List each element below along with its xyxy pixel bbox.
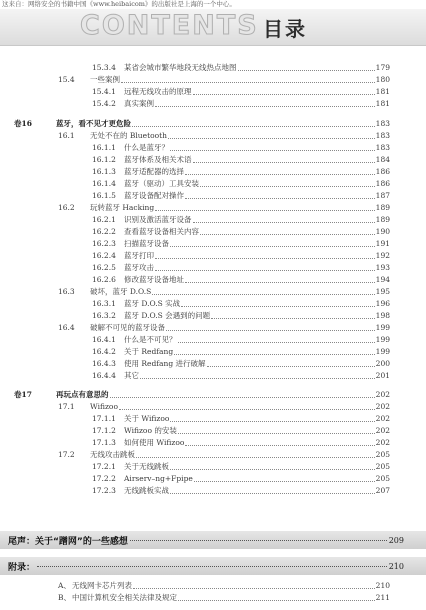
- entry-number: 17.1.2: [92, 426, 116, 435]
- entry-title: 识别及激活蓝牙设备: [124, 215, 192, 224]
- dot-leader: [140, 372, 375, 379]
- toc-entry[interactable]: [92, 274, 390, 285]
- entry-page-number: 186: [375, 179, 390, 188]
- dot-leader: [200, 228, 375, 235]
- entry-title: 查看蓝牙设备相关内容: [124, 227, 199, 236]
- dot-leader: [136, 451, 375, 458]
- toc-entry[interactable]: [92, 425, 390, 436]
- entry-number: 16.1.5: [92, 191, 116, 200]
- entry-page-number: 205: [375, 474, 390, 483]
- entry-page-number: 198: [375, 311, 390, 320]
- entry-number: 16.4.2: [92, 347, 116, 356]
- entry-title: 蓝牙设备配对操作: [124, 191, 184, 200]
- entry-number: 16.1.1: [92, 143, 116, 152]
- entry-page-number: 210: [375, 581, 390, 590]
- entry-page-number: 180: [375, 75, 390, 84]
- entry-page-number: 211: [375, 593, 390, 602]
- entry-page-number: 207: [375, 486, 390, 495]
- entry-title: 破坏，蓝牙 D.O.S: [90, 287, 152, 296]
- toc-entry[interactable]: [92, 346, 390, 357]
- entry-number: 16.4.1: [92, 335, 116, 344]
- dot-leader: [37, 565, 387, 567]
- entry-title: 蓝牙 D.O.S 实战: [124, 299, 181, 308]
- dot-leader: [181, 300, 375, 307]
- entry-page-number: 199: [375, 347, 390, 356]
- dot-leader: [170, 463, 375, 470]
- toc-entry[interactable]: [58, 580, 390, 591]
- dot-leader: [121, 76, 375, 83]
- entry-title: Wifizoo: [90, 402, 118, 411]
- toc-entry[interactable]: [92, 334, 390, 345]
- entry-number: 16.2.3: [92, 239, 116, 248]
- entry-title: 蓝牙，看不见才更危险: [56, 119, 131, 128]
- dot-leader: [155, 100, 375, 107]
- entry-page-number: 186: [375, 167, 390, 176]
- entry-number: 17.2.3: [92, 486, 116, 495]
- entry-title: 使用 Redfang 进行破解: [124, 359, 206, 368]
- entry-page-number: 183: [375, 143, 390, 152]
- mulu-heading: 目录: [263, 17, 307, 41]
- entry-title: 蓝牙（驱动）工具安装: [124, 179, 199, 188]
- dot-leader: [193, 88, 375, 95]
- entry-page-number: 199: [375, 323, 390, 332]
- entry-number: 16.1.3: [92, 167, 116, 176]
- entry-title: 无线网卡芯片列表: [72, 581, 132, 590]
- toc-entry[interactable]: [92, 250, 390, 261]
- entry-page-number: 202: [375, 402, 390, 411]
- entry-page-number: 205: [375, 462, 390, 471]
- entry-page-number: 183: [375, 119, 390, 128]
- entry-number: B、: [58, 593, 72, 602]
- dot-leader: [178, 336, 375, 343]
- entry-number: 16.1.4: [92, 179, 116, 188]
- entry-page-number: 201: [375, 371, 390, 380]
- dot-leader: [170, 144, 375, 151]
- toc-entry[interactable]: [58, 449, 390, 460]
- entry-page-number: 196: [375, 299, 390, 308]
- entry-title: 关于 Redfang: [124, 347, 174, 356]
- entry-title: 无处不在的 Bluetooth: [90, 131, 167, 140]
- entry-title: Wifizoo 的安装: [124, 426, 177, 435]
- dot-leader: [130, 539, 387, 541]
- toc-entry[interactable]: [92, 142, 390, 153]
- toc-entry[interactable]: [92, 437, 390, 448]
- entry-page-number: 202: [375, 426, 390, 435]
- entry-page-number: 195: [375, 287, 390, 296]
- entry-number: 16.3.2: [92, 311, 116, 320]
- dot-leader: [170, 240, 375, 247]
- entry-number: 16.4.4: [92, 371, 116, 380]
- entry-page-number: 202: [375, 438, 390, 447]
- entry-page-number: 193: [375, 263, 390, 272]
- entry-number: 16.1.2: [92, 155, 116, 164]
- dot-leader: [166, 324, 375, 331]
- entry-page-number: 187: [375, 191, 390, 200]
- band-title: 尾声：关于“蹭网”的一些感想: [8, 536, 128, 547]
- toc-entry[interactable]: [58, 74, 390, 85]
- entry-title: Airserv–ng+Fpipe: [124, 474, 193, 483]
- entry-page-number: 184: [375, 155, 390, 164]
- dot-leader: [193, 156, 375, 163]
- entry-number: 17.1.3: [92, 438, 116, 447]
- dot-leader: [185, 168, 375, 175]
- toc-entry[interactable]: [92, 370, 390, 381]
- toc-entry[interactable]: [14, 118, 390, 129]
- toc-entry[interactable]: [92, 86, 390, 97]
- entry-number: 16.4.3: [92, 359, 116, 368]
- contents-heading: CONTENTS: [80, 10, 259, 41]
- entry-number: A、: [58, 581, 71, 590]
- band-page-number: 210: [388, 561, 404, 571]
- entry-page-number: 192: [375, 251, 390, 260]
- toc-entry[interactable]: [58, 592, 390, 603]
- dot-leader: [207, 360, 375, 367]
- entry-title: 无线攻击跳板: [90, 450, 135, 459]
- entry-number: 16.2: [58, 203, 75, 212]
- entry-title: 玩转蓝牙 Hacking: [90, 203, 155, 212]
- entry-page-number: 200: [375, 359, 390, 368]
- toc-entry[interactable]: [58, 401, 390, 412]
- toc-entry[interactable]: [92, 485, 390, 496]
- toc-entry[interactable]: [92, 310, 390, 321]
- dot-leader: [238, 64, 375, 71]
- entry-title: 如何使用 Wifizoo: [124, 438, 185, 447]
- entry-number: 17.2.1: [92, 462, 116, 471]
- toc-entry[interactable]: [92, 166, 390, 177]
- toc-entry[interactable]: [92, 413, 390, 424]
- entry-number: 16.2.6: [92, 275, 116, 284]
- entry-title: 真实案例: [124, 99, 154, 108]
- entry-number: 卷17: [14, 390, 32, 399]
- toc-entry[interactable]: [92, 238, 390, 249]
- entry-number: 15.4.1: [92, 87, 116, 96]
- dot-leader: [155, 264, 375, 271]
- entry-title: 再玩点有意思的: [56, 390, 109, 399]
- toc-entry[interactable]: [92, 473, 390, 484]
- entry-title: 蓝牙适配器的选择: [124, 167, 184, 176]
- entry-number: 16.2.5: [92, 263, 116, 272]
- entry-title: 无线跳板实战: [124, 486, 169, 495]
- entry-page-number: 189: [375, 203, 390, 212]
- dot-leader: [170, 415, 374, 422]
- entry-title: 什么是蓝牙？: [124, 143, 169, 152]
- band-title: 附录：: [8, 562, 36, 573]
- entry-title: 其它: [124, 371, 139, 380]
- dot-leader: [168, 132, 375, 139]
- dot-leader: [178, 594, 375, 601]
- entry-number: 17.1.1: [92, 414, 116, 423]
- entry-number: 17.2: [58, 450, 75, 459]
- dot-leader: [211, 312, 375, 319]
- entry-page-number: 179: [375, 63, 390, 72]
- top-note: 这来自：网络安全的书籍中国《www.heibaicom》的出版社是上海的一个中心。: [2, 0, 236, 8]
- toc-entry[interactable]: [58, 130, 390, 141]
- dot-leader: [155, 252, 375, 259]
- dot-leader: [119, 403, 375, 410]
- entry-title: 蓝牙打印: [124, 251, 154, 260]
- entry-title: 中国计算机安全相关法律及规定: [72, 593, 177, 602]
- entry-page-number: 189: [375, 215, 390, 224]
- dot-leader: [152, 288, 374, 295]
- entry-number: 16.2.4: [92, 251, 116, 260]
- toc-entry[interactable]: [92, 226, 390, 237]
- entry-page-number: 202: [375, 414, 390, 423]
- entry-number: 16.4: [58, 323, 75, 332]
- entry-page-number: 202: [375, 390, 390, 399]
- section-band[interactable]: [0, 531, 426, 549]
- band-page-number: 209: [388, 535, 404, 545]
- dot-leader: [185, 439, 374, 446]
- entry-title: 扫描蓝牙设备: [124, 239, 169, 248]
- entry-title: 蓝牙体系及相关术语: [124, 155, 192, 164]
- entry-number: 17.2.2: [92, 474, 116, 483]
- toc-entry[interactable]: [58, 322, 390, 333]
- toc-entry[interactable]: [92, 262, 390, 273]
- toc-entry[interactable]: [92, 461, 390, 472]
- toc-entry[interactable]: [14, 389, 390, 400]
- dot-leader: [110, 391, 375, 398]
- dot-leader: [170, 487, 375, 494]
- section-band[interactable]: [0, 557, 426, 575]
- dot-leader: [178, 427, 375, 434]
- entry-title: 蓝牙攻击: [124, 263, 154, 272]
- entry-page-number: 205: [375, 450, 390, 459]
- entry-page-number: 183: [375, 131, 390, 140]
- toc-entry[interactable]: [92, 358, 390, 369]
- toc-entry[interactable]: [58, 286, 390, 297]
- dot-leader: [185, 276, 375, 283]
- entry-number: 16.3: [58, 287, 75, 296]
- dot-leader: [193, 216, 375, 223]
- entry-number: 16.2.2: [92, 227, 116, 236]
- toc-entry[interactable]: [92, 190, 390, 201]
- entry-number: 16.1: [58, 131, 75, 140]
- dot-leader: [174, 348, 375, 355]
- dot-leader: [132, 120, 375, 127]
- entry-number: 15.4.2: [92, 99, 116, 108]
- entry-title: 什么是不可见？: [124, 335, 177, 344]
- toc-entry[interactable]: [58, 202, 390, 213]
- entry-page-number: 190: [375, 227, 390, 236]
- entry-title: 蓝牙 D.O.S 会遇到的问题: [124, 311, 211, 320]
- entry-title: 关于无线跳板: [124, 462, 169, 471]
- toc-entry[interactable]: [92, 298, 390, 309]
- entry-title: 一些案例: [90, 75, 120, 84]
- entry-number: 17.1: [58, 402, 75, 411]
- toc-entry[interactable]: [92, 98, 390, 109]
- entry-number: 15.3.4: [92, 63, 116, 72]
- entry-page-number: 194: [375, 275, 390, 284]
- entry-title: 破解不可见的蓝牙设备: [90, 323, 165, 332]
- entry-number: 16.2.1: [92, 215, 116, 224]
- entry-number: 16.3.1: [92, 299, 116, 308]
- entry-title: 关于 Wifizoo: [124, 414, 170, 423]
- entry-page-number: 199: [375, 335, 390, 344]
- entry-title: 远程无线攻击的原理: [124, 87, 192, 96]
- dot-leader: [200, 180, 375, 187]
- entry-number: 15.4: [58, 75, 75, 84]
- toc-entry[interactable]: [92, 154, 390, 165]
- entry-title: 修改蓝牙设备地址: [124, 275, 184, 284]
- dot-leader: [185, 192, 375, 199]
- entry-number: 卷16: [14, 119, 32, 128]
- toc-header: [0, 9, 426, 46]
- entry-page-number: 181: [375, 87, 390, 96]
- dot-leader: [133, 582, 375, 589]
- entry-title: 某省会城市繁华地段无线热点地图: [124, 63, 237, 72]
- toc-entry[interactable]: [92, 62, 390, 73]
- toc-entry[interactable]: [92, 178, 390, 189]
- toc-entry[interactable]: [92, 214, 390, 225]
- entry-page-number: 191: [375, 239, 390, 248]
- dot-leader: [194, 475, 375, 482]
- dot-leader: [155, 204, 375, 211]
- entry-page-number: 181: [375, 99, 390, 108]
